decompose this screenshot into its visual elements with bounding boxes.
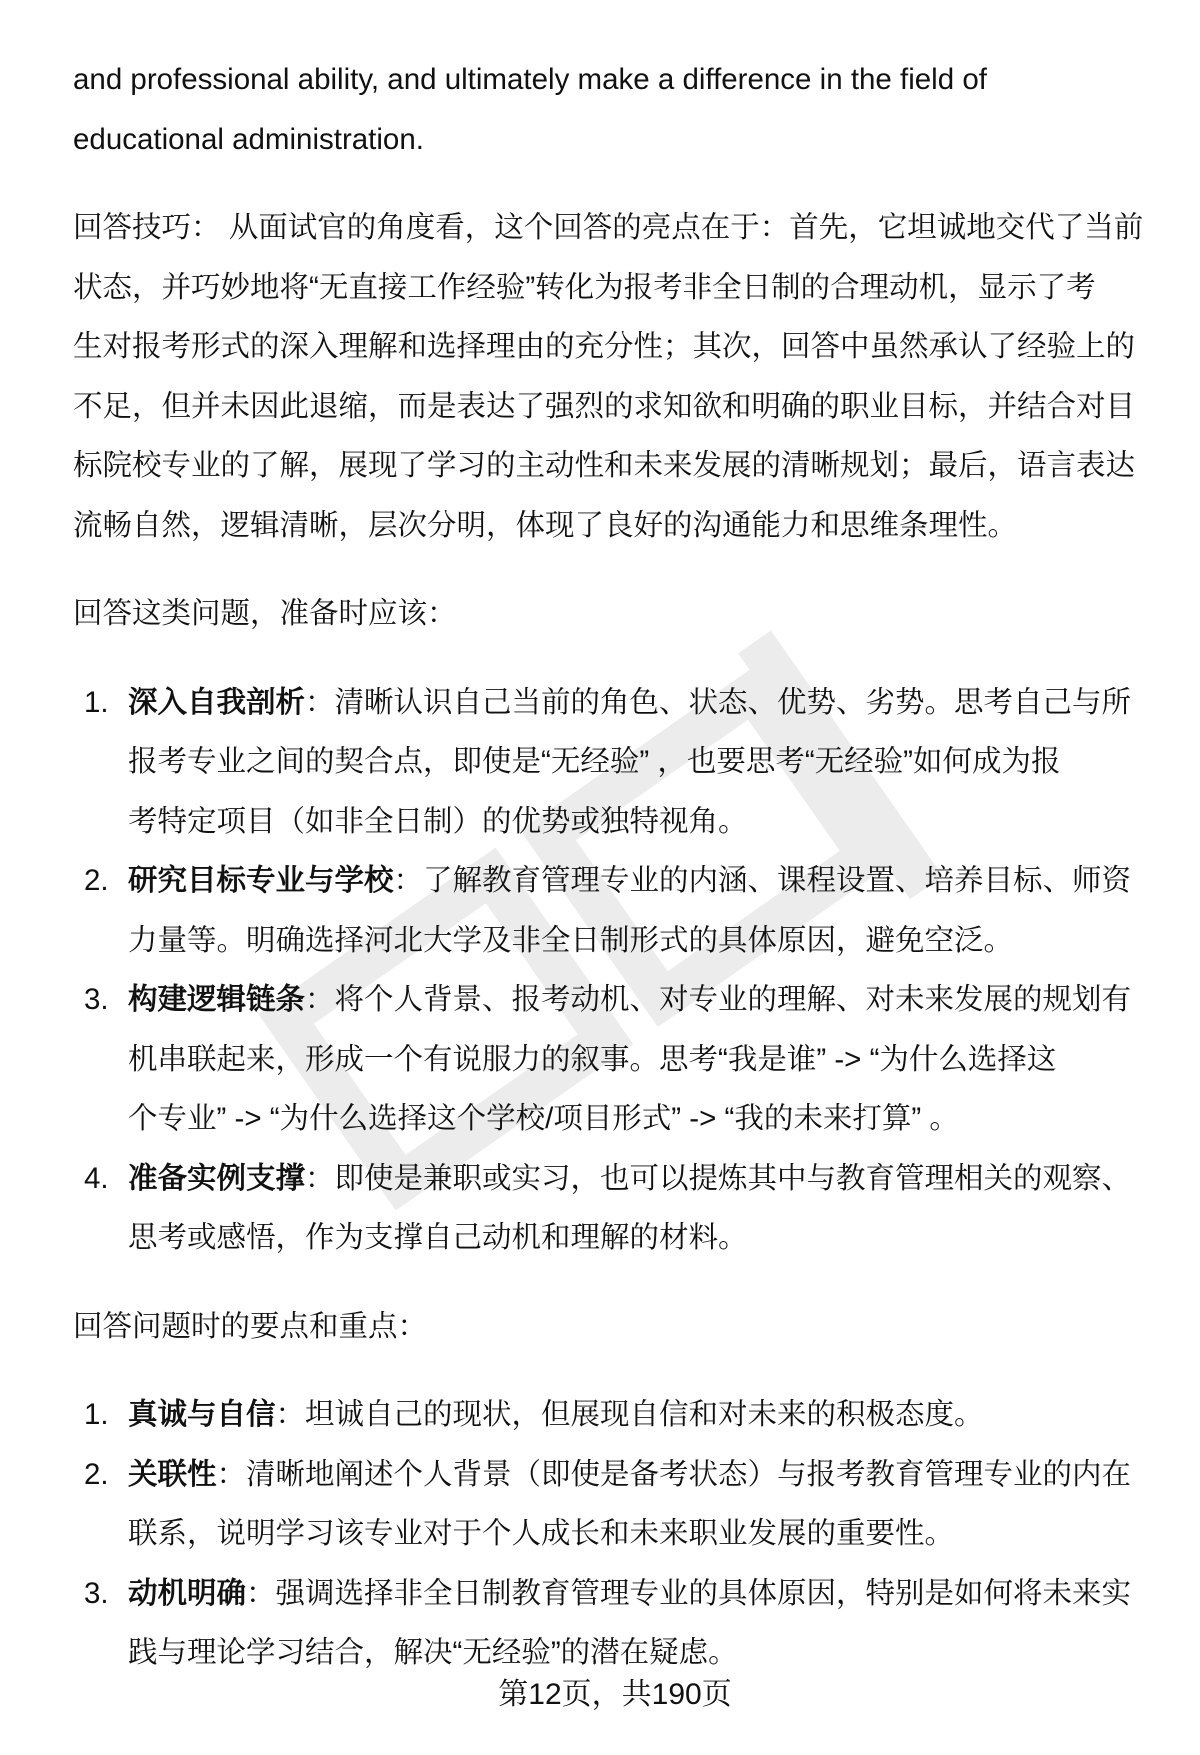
prep-heading (73, 584, 1163, 644)
list-item (73, 1445, 1163, 1564)
list-number: 3. (84, 1576, 109, 1610)
list-text: ：清晰地阐述个人背景（即使是备考状态）与报考教育管理专业的内在 (216, 1457, 1132, 1491)
text-line: 回答技巧： 从面试官的角度看，这个回答的亮点在于：首先，它坦诚地交代了当前 (73, 211, 1144, 244)
text-line (128, 1149, 1163, 1209)
text-line: 践与理论学习结合，解决“无经验”的潜在疑虑。 (128, 1636, 738, 1669)
text-line: 联系，说明学习该专业对于个人成长和未来职业发展的重要性。 (128, 1517, 955, 1550)
text-line: 报考专业之间的契合点，即使是“无经验” ，也要思考“无经验”如何成为报 (128, 745, 1061, 778)
list-term: 真诚与自信 (128, 1398, 276, 1431)
list-item (73, 970, 1163, 1149)
section-heading: 回答这类问题，准备时应该： (73, 597, 457, 630)
list-term: 构建逻辑链条 (128, 983, 306, 1016)
document-page (73, 50, 1163, 1712)
list-item (73, 851, 1163, 970)
text-line: 标院校专业的了解，展现了学习的主动性和未来发展的清晰规划；最后，语言表达 (73, 449, 1136, 482)
list-number: 2. (84, 864, 109, 897)
list-number: 4. (84, 1161, 109, 1195)
list-term: 准备实例支撑 (128, 1161, 306, 1195)
text-line (128, 1385, 1163, 1445)
list-term: 研究目标专业与学校 (128, 864, 394, 897)
list-number: 1. (84, 685, 109, 719)
list-item (73, 1385, 1163, 1445)
list-text: ：了解教育管理专业的内涵、课程设置、培养目标、师资 (393, 864, 1132, 897)
list-number: 3. (84, 983, 109, 1016)
list-item (73, 673, 1163, 852)
text-line: 个专业” -> “为什么选择这个学校/项目形式” -> “我的未来打算” 。 (128, 1102, 959, 1135)
text-line: 力量等。明确选择河北大学及非全日制形式的具体原因，避免空泛。 (128, 923, 1014, 957)
text-line: 流畅自然，逻辑清晰，层次分明，体现了良好的沟通能力和思维条理性。 (73, 508, 1018, 542)
key-list (73, 1385, 1163, 1683)
text-line: and professional ability, and ultimately make a difference in the field of (73, 63, 987, 96)
text-line (128, 1445, 1163, 1505)
text-line: educational administration. (73, 122, 424, 156)
intro-paragraph (73, 50, 1163, 169)
tips-paragraph (73, 198, 1163, 555)
list-text: ：即使是兼职或实习，也可以提炼其中与教育管理相关的观察、 (305, 1161, 1132, 1195)
prep-list (73, 673, 1163, 1268)
list-text: ：将个人背景、报考动机、对专业的理解、对未来发展的规划有 (305, 983, 1132, 1016)
text-line: 状态，并巧妙地将“无直接工作经验”转化为报考非全日制的合理动机，显示了考 (73, 270, 1096, 304)
list-number: 1. (84, 1398, 109, 1431)
list-item (73, 1149, 1163, 1268)
text-line (128, 1564, 1163, 1624)
list-item (73, 1564, 1163, 1683)
page-number: 第12页，共190页 (498, 1678, 732, 1711)
text-line (128, 673, 1163, 733)
text-line: 思考或感悟，作为支撑自己动机和理解的材料。 (128, 1221, 748, 1254)
text-line (128, 970, 1163, 1030)
list-number: 2. (84, 1457, 109, 1491)
section-heading: 回答问题时的要点和重点： (73, 1309, 428, 1343)
list-text: ：坦诚自己的现状，但展现自信和对未来的积极态度。 (275, 1398, 984, 1431)
list-term: 动机明确 (128, 1576, 247, 1610)
text-line: 不足，但并未因此退缩，而是表达了强烈的求知欲和明确的职业目标，并结合对目 (73, 389, 1136, 423)
text-line: 考特定项目（如非全日制）的优势或独特视角。 (128, 804, 748, 838)
list-term: 关联性 (128, 1457, 217, 1491)
text-line: 机串联起来，形成一个有说服力的叙事。思考“我是谁” -> “为什么选择这 (128, 1042, 1057, 1076)
list-text: ：强调选择非全日制教育管理专业的具体原因，特别是如何将未来实 (246, 1576, 1132, 1610)
list-term: 深入自我剖析 (128, 685, 306, 719)
key-heading (73, 1297, 1163, 1357)
text-line (128, 851, 1163, 911)
text-line: 生对报考形式的深入理解和选择理由的充分性；其次，回答中虽然承认了经验上的 (73, 330, 1136, 363)
list-text: ：清晰认识自己当前的角色、状态、优势、劣势。思考自己与所 (305, 685, 1132, 719)
